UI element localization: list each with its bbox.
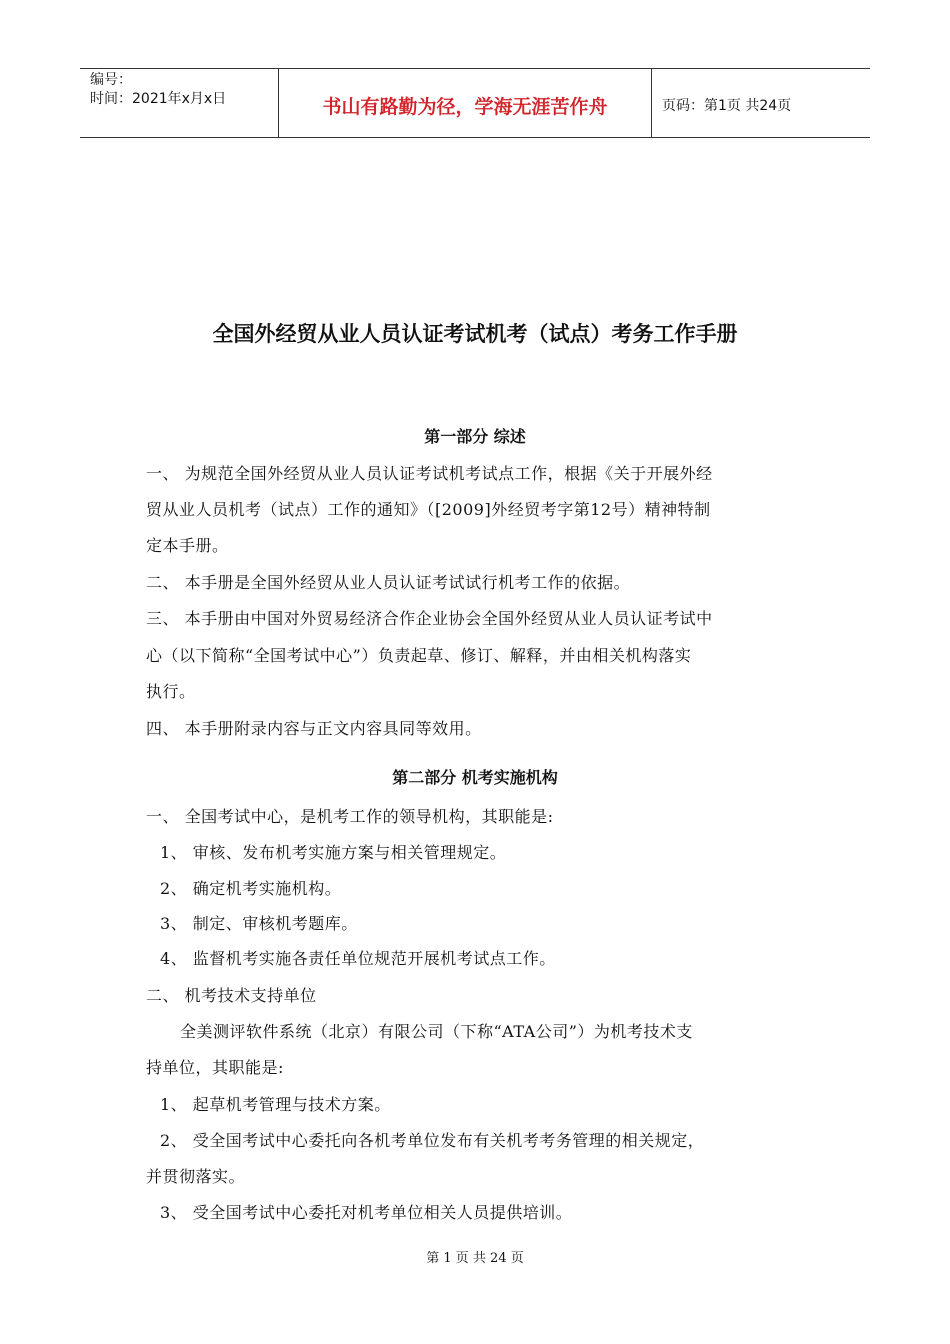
header-motto: 书山有路勤为径，学海无涯苦作舟 [279, 69, 652, 137]
part1-line: 四、 本手册附录内容与正文内容具同等效用。 [146, 719, 482, 738]
part2-line: 全美测评软件系统（北京）有限公司（下称“ATA公司”）为机考技术支 [180, 1022, 693, 1041]
part2-line: 一、 全国考试中心，是机考工作的领导机构，其职能是: [146, 807, 554, 826]
number-label: 编号： [90, 72, 132, 88]
part2-sub-item: 3、 受全国考试中心委托对机考单位相关人员提供培训。 [160, 1203, 573, 1222]
part2-line: 持单位，其职能是: [146, 1058, 284, 1077]
document-header [80, 68, 870, 138]
part2-item: 2、 确定机考实施机构。 [160, 879, 342, 898]
part2-heading: 第二部分 机考实施机构 [392, 768, 558, 787]
date-label: 时间：2021年x月x日 [90, 91, 227, 107]
document-title: 全国外经贸从业人员认证考试机考（试点）考务工作手册 [212, 322, 738, 346]
part2-line: 二、 机考技术支持单位 [146, 986, 317, 1005]
part2-item: 1、 审核、发布机考实施方案与相关管理规定。 [160, 843, 507, 862]
part2-item: 3、 制定、审核机考题库。 [160, 914, 358, 933]
part1-line: 一、 为规范全国外经贸从业人员认证考试机考试点工作，根据《关于开展外经 [146, 464, 713, 483]
header-page-info: 页码：第1页 共24页 [662, 98, 792, 114]
part1-line: 心（以下简称“全国考试中心”）负责起草、修订、解释，并由相关机构落实 [146, 646, 692, 665]
part2-sub-item: 2、 受全国考试中心委托向各机考单位发布有关机考考务管理的相关规定， [160, 1131, 705, 1150]
part1-line: 定本手册。 [146, 536, 229, 555]
header-meta [80, 69, 279, 137]
part1-line: 三、 本手册由中国对外贸易经济合作企业协会全国外经贸从业人员认证考试中 [146, 609, 713, 628]
page-footer: 第 1 页 共 24 页 [426, 1251, 524, 1266]
part2-item: 4、 监督机考实施各责任单位规范开展机考试点工作。 [160, 949, 556, 968]
part1-heading: 第一部分 综述 [424, 427, 526, 446]
part1-line: 二、 本手册是全国外经贸从业人员认证考试试行机考工作的依据。 [146, 573, 631, 592]
part1-line: 执行。 [146, 682, 196, 701]
part2-sub-item: 1、 起草机考管理与技术方案。 [160, 1095, 391, 1114]
part2-sub-item-cont: 并贯彻落实。 [146, 1167, 246, 1186]
part1-line: 贸从业人员机考（试点）工作的通知》（[2009]外经贸考字第12号）精神特制 [146, 500, 711, 519]
